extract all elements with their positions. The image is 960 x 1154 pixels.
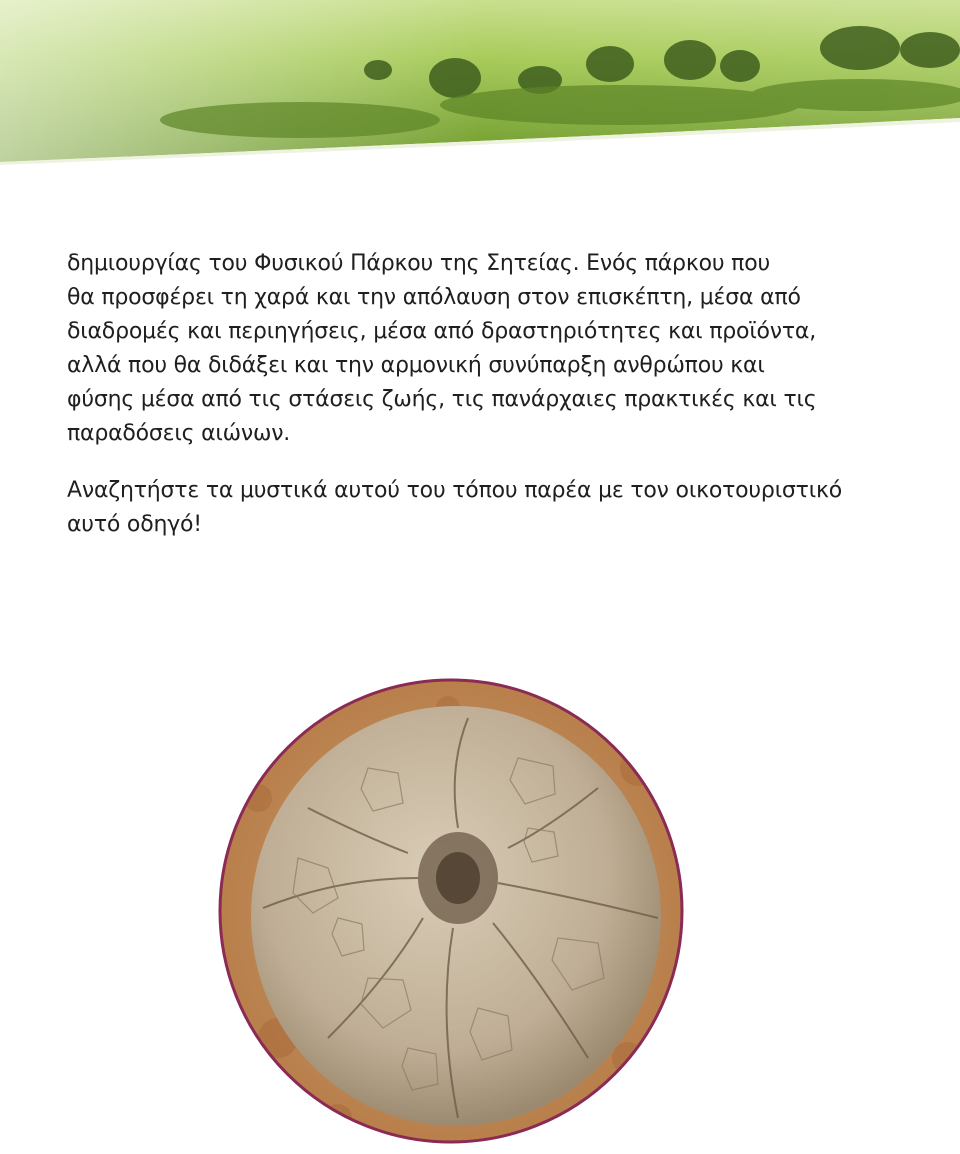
text-line: Αναζητήστε τα μυστικά αυτού του τόπου παρέα με τον οικοτουριστικό bbox=[67, 478, 842, 503]
text-line: αλλά που θα διδάξει και την αρμονική συνύπαρξη ανθρώπου και bbox=[67, 353, 765, 378]
paragraph-closing bbox=[67, 474, 947, 542]
header-landscape-banner bbox=[0, 0, 960, 165]
text-line: διαδρομές και περιηγήσεις, μέσα από δραστηριότητες και προϊόντα, bbox=[67, 319, 817, 344]
text-line: θα προσφέρει τη χαρά και την απόλαυση στον επισκέπτη, μέσα από bbox=[67, 285, 801, 310]
text-line: παραδόσεις αιώνων. bbox=[67, 421, 291, 446]
text-line: αυτό οδηγό! bbox=[67, 512, 202, 537]
circular-rock-photo bbox=[218, 678, 684, 1144]
text-line: δημιουργίας του Φυσικού Πάρκου της Σητείας. Ενός πάρκου που bbox=[67, 251, 771, 276]
paragraph-intro bbox=[67, 247, 947, 451]
text-line: φύσης μέσα από τις στάσεις ζωής, τις πανάρχαιες πρακτικές και τις bbox=[67, 387, 817, 412]
